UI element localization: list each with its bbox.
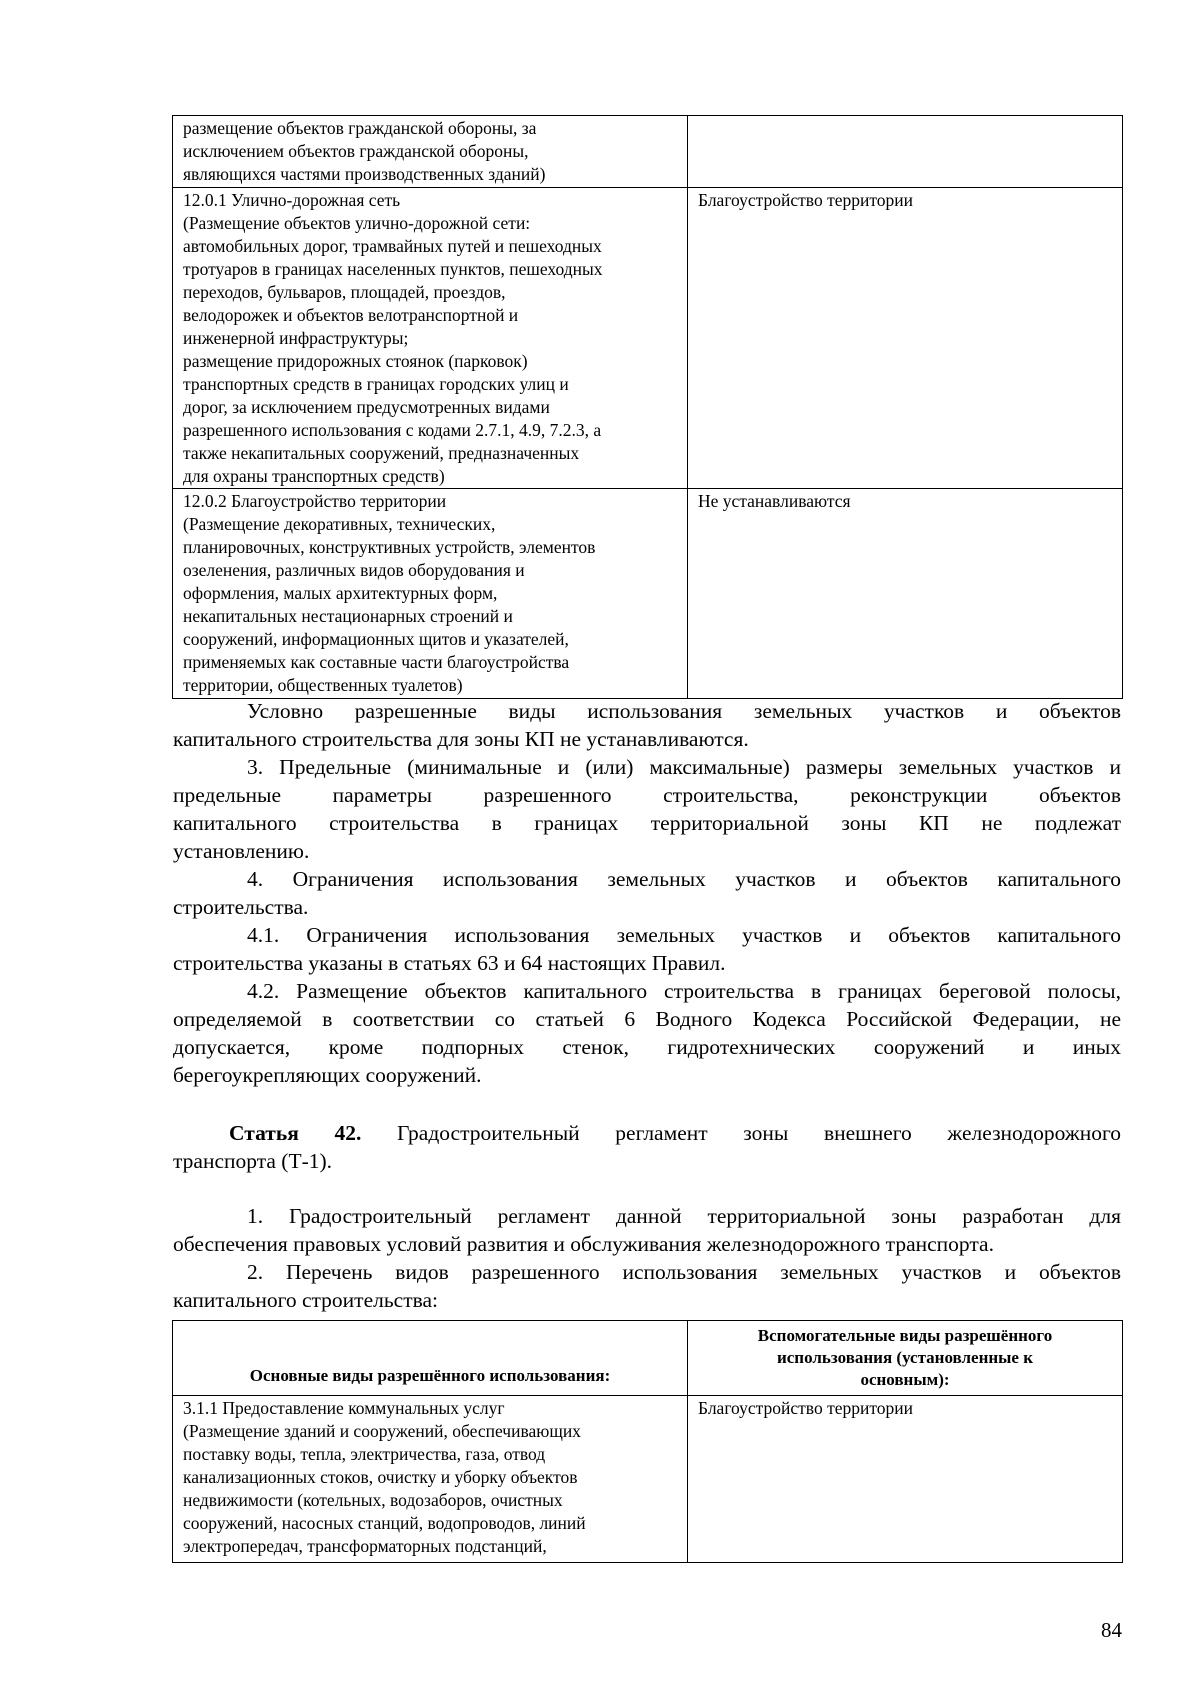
paragraph-restrictions-4-2: 4.2. Размещение объектов капитального строительства в границах береговой полосы, определяемой в соответствии со статьей 6 Водного Кодекса Российской Федерации, не допускается, кроме подпорных стенок, гидротехнических сооружений и иных берегоукрепляющих сооружений. [173,979,1121,1087]
table-header-row [173,1321,1123,1396]
paragraph-purpose: 1. Градостроительный регламент данной территориальной зоны разработан для обеспечения правовых условий развития и обслуживания железнодорожного транспорта. [173,1204,1121,1256]
paragraph-conditional-uses: Условно разрешенные виды использования земельных участков и объектов капитального строительства для зоны КП не устанавливаются. [173,699,1121,751]
paragraph-restrictions-4-1: 4.1. Ограничения использования земельных участков и объектов капитального строительства указаны в статьях 63 и 64 настоящих Правил. [173,923,1121,975]
article-title-line1: Градостроительный регламент зоны внешнего железнодорожного [361,1121,1121,1145]
main-use-cell: 3.1.1 Предоставление коммунальных услуг (Размещение зданий и сооружений, обеспечивающих поставку воды, тепла, электричества, газа, отвод канализационных стоков, очистку и уборку объектов недвижимости (котельных, водозаборов, очистных сооружений, насосных станций, водопроводов, линий электропередач, трансформаторных подстанций, [173,1396,688,1563]
article-label: Статья 42. [229,1121,362,1145]
land-use-table-t1 [172,1320,1123,1563]
main-use-cell: 12.0.2 Благоустройство территории (Размещение декоративных, технических, планировочных, конструктивных устройств, элементов озеленения, различных видов оборудования и оформления, малых архитектурных форм, некапитальных нестационарных строений и сооружений, информационных щитов и указателей, применяемых как составные части благоустройства территории, общественных туалетов) [173,489,688,699]
auxiliary-use-cell: Не устанавливаются [688,489,1123,699]
paragraph-limit-sizes: 3. Предельные (минимальные и (или) максимальные) размеры земельных участков и предельные параметры разрешенного строительства, реконструкции объектов капитального строительства в границах территориальной зоны КП не подлежат установлению. [173,755,1121,863]
paragraph-restrictions: 4. Ограничения использования земельных участков и объектов капитального строительства. [173,867,1121,919]
header-main-uses: Основные виды разрешённого использования: [173,1321,688,1396]
main-use-cell: размещение объектов гражданской обороны, за исключением объектов гражданской обороны, являющихся частями производственных зданий) [173,116,688,188]
table-row [173,188,1123,489]
table-row [173,116,1123,188]
header-auxiliary-uses: Вспомогательные виды разрешённого использования (установленные к основным): [688,1321,1123,1396]
auxiliary-use-cell [688,116,1123,188]
table-row [173,489,1123,699]
land-use-table-continued [172,115,1123,699]
table-row [173,1396,1123,1563]
main-use-cell: 12.0.1 Улично-дорожная сеть (Размещение объектов улично-дорожной сети: автомобильных дорог, трамвайных путей и пешеходных тротуаров в границах населенных пунктов, пешеходных переходов, бульваров, площадей, проездов, велодорожек и объектов велотранспортной и инженерной инфраструктуры; размещение придорожных стоянок (парковок) транспортных средств в границах городских улиц и дорог, за исключением предусмотренных видами разрешенного использования с кодами 2.7.1, 4.9, 7.2.3, а также некапитальных сооружений, предназначенных для охраны транспортных средств) [173,188,688,489]
article-heading [173,1119,1121,1175]
auxiliary-use-cell: Благоустройство территории [688,188,1123,489]
auxiliary-use-cell: Благоустройство территории [688,1396,1123,1563]
paragraph-use-list: 2. Перечень видов разрешенного использования земельных участков и объектов капитального строительства: [173,1260,1121,1312]
page-number: 84 [1101,1618,1122,1642]
article-title-line2: транспорта (Т-1). [173,1149,333,1173]
